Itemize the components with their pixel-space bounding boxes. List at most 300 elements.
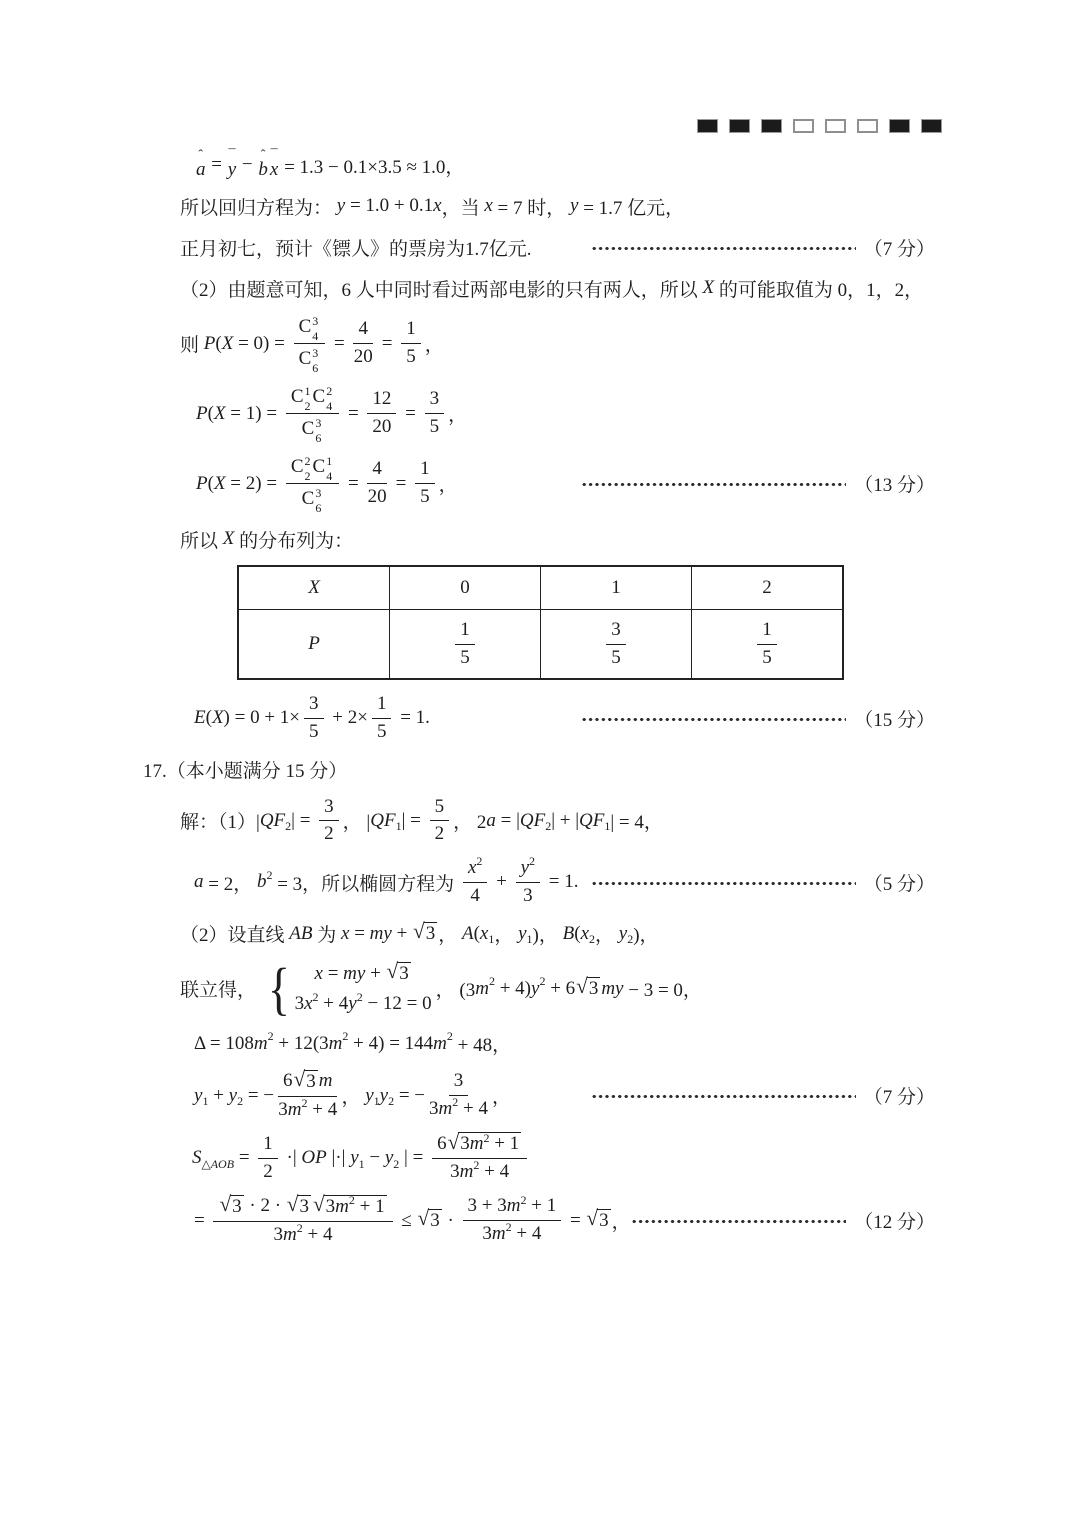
math-variable: x: [433, 195, 442, 216]
fraction: [429, 1070, 488, 1121]
radicand: [324, 1195, 387, 1219]
equation-system: [265, 955, 432, 1021]
expression: [196, 454, 458, 513]
math-text: 1: [611, 577, 621, 598]
solution-line: [180, 693, 935, 744]
math-text: ) = 0 + 1×: [223, 707, 301, 729]
fraction: [258, 1133, 278, 1184]
radicand: [297, 1195, 311, 1219]
math-text: 4: [372, 458, 382, 480]
numerator: [372, 693, 392, 719]
math-variable: a: [194, 871, 204, 893]
math-text: 3: [324, 795, 334, 817]
math-text: + 1: [526, 1195, 557, 1217]
math-text: 1: [460, 618, 470, 640]
radicand: [458, 1132, 521, 1156]
math-text: 3: [299, 1195, 309, 1217]
score-label: （15 分）: [854, 709, 935, 731]
filled-square-icon: [889, 119, 910, 133]
solution-line: [180, 273, 935, 303]
math-variable: m: [433, 1032, 447, 1054]
square-root: [312, 1192, 387, 1219]
subscript: 6: [312, 361, 319, 375]
square-root: [576, 974, 600, 1000]
radicand: [397, 962, 411, 985]
math-text: 的分布列为：: [234, 530, 354, 552]
solution-line: [180, 232, 935, 262]
square-root: [586, 1206, 610, 1232]
accent-mark-icon: ˆ: [260, 147, 266, 163]
math-variable: QF: [579, 809, 605, 831]
math-text: = −: [394, 1084, 426, 1106]
math-text: 的可能取值为 0，1，2，: [714, 279, 924, 301]
superscript: 2: [473, 1158, 480, 1173]
score-label: （7 分）: [863, 1087, 935, 1109]
math-text: 3: [430, 1210, 440, 1232]
leader-dots: [581, 482, 846, 487]
math-text: + 4: [458, 1098, 488, 1120]
math-text: 0: [460, 577, 470, 598]
math-text: =: [322, 962, 344, 984]
math-variable: x: [484, 195, 493, 216]
sup-sub-stack: [326, 455, 332, 482]
math-text: = 7 时，: [492, 197, 570, 219]
math-variable: my: [601, 977, 624, 999]
table-cell: [238, 610, 390, 680]
math-variable: y: [618, 922, 628, 944]
subscript: 6: [315, 431, 322, 445]
square-root: [417, 1206, 442, 1232]
numerator: [415, 458, 435, 484]
superscript: 1: [304, 384, 311, 398]
math-text: 2: [762, 577, 772, 598]
cell-expression: [692, 577, 842, 599]
math-text: 3: [588, 978, 599, 1000]
expression: [194, 854, 579, 908]
math-text: （2）设直线: [180, 925, 290, 947]
table-cell: [692, 610, 844, 680]
math-variable: X: [213, 472, 226, 494]
math-text: 5: [309, 720, 319, 742]
math-variable: x: [580, 922, 589, 944]
numerator: [258, 1133, 278, 1159]
filled-square-icon: [729, 119, 750, 133]
math-text: | =: [401, 809, 426, 831]
leader-dots: [591, 881, 856, 886]
radicand: [587, 977, 601, 1000]
math-text: | =: [399, 1147, 429, 1169]
denominator: [324, 821, 334, 846]
math-text: · 2 ·: [244, 1195, 286, 1217]
math-text: 1: [420, 458, 430, 480]
math-text: = 1.3 − 0.1×3.5 ≈ 1.0，: [279, 156, 465, 178]
math-text: C: [290, 386, 304, 408]
superscript: 2: [342, 1029, 349, 1044]
accent-base: x: [269, 158, 279, 180]
math-text: −: [237, 154, 258, 175]
accent-mark-icon: ˆ: [198, 147, 204, 163]
expression: [196, 384, 467, 443]
math-text: =: [329, 332, 350, 354]
solution-line: [180, 147, 935, 180]
math-variable: P: [196, 402, 208, 424]
accented-variable: [227, 147, 237, 180]
subscript: 1: [395, 819, 402, 834]
radical-sign-icon: √: [219, 1192, 232, 1217]
table-cell: [390, 566, 541, 610]
fraction: [367, 458, 387, 509]
math-text: ，: [595, 925, 619, 947]
math-variable: y: [570, 195, 579, 216]
math-text: + 1: [489, 1133, 520, 1155]
subscript: 1: [488, 932, 495, 947]
solution-line: [180, 314, 935, 373]
math-variable: y: [348, 993, 357, 1015]
sup-sub-stack: [312, 347, 318, 374]
solution-line: [180, 1129, 935, 1184]
superscript: 2: [476, 854, 483, 869]
denominator: [762, 645, 772, 670]
table-cell: [541, 610, 692, 680]
fraction: [463, 854, 487, 908]
math-variable: X: [222, 528, 235, 549]
fraction: [401, 318, 421, 369]
denominator: [368, 484, 387, 509]
math-text: 5: [376, 720, 387, 742]
denominator: [406, 344, 416, 369]
math-text: 3: [294, 993, 305, 1015]
math-variable: x: [314, 962, 323, 984]
math-text: = 1.7 亿元，: [578, 197, 685, 219]
math-variable: P: [203, 332, 216, 354]
math-text: 3: [232, 1195, 242, 1217]
math-text: 3: [309, 693, 319, 714]
solution-line: [180, 384, 935, 443]
superscript: 1: [326, 454, 333, 468]
solution-line: [180, 919, 935, 949]
radicand: [597, 1209, 611, 1232]
math-text: ，: [611, 1212, 631, 1234]
denominator: [430, 414, 440, 439]
math-text: 20: [353, 346, 373, 367]
fraction: [278, 1067, 338, 1122]
superscript: 2: [304, 454, 311, 468]
math-text: ， 2: [453, 812, 487, 834]
math-text: 3: [273, 1223, 284, 1245]
radical-sign-icon: √: [286, 1192, 299, 1217]
math-text: = 2) =: [225, 472, 282, 494]
math-variable: P: [308, 633, 320, 654]
math-text: 3: [429, 388, 440, 410]
math-text: C: [298, 316, 312, 338]
subscript: 2: [388, 1094, 395, 1109]
math-text: 5: [611, 646, 621, 668]
fraction: [432, 1129, 527, 1184]
fraction: [372, 693, 392, 744]
superscript: 2: [356, 989, 363, 1004]
numerator: [757, 619, 777, 645]
math-text: ，: [491, 1087, 511, 1109]
math-text: = 2，: [203, 873, 257, 895]
math-text: + 4: [318, 993, 349, 1015]
numerator: [353, 318, 373, 344]
radical-sign-icon: √: [312, 1192, 325, 1217]
denominator: [435, 821, 445, 846]
accent-base: y: [227, 158, 237, 180]
math-text: +: [491, 871, 512, 893]
math-variable: m: [506, 1195, 521, 1217]
fraction: [213, 1192, 392, 1247]
system-rows: [294, 959, 432, 1015]
math-variable: my: [343, 962, 366, 984]
math-text: 联立得，: [180, 980, 261, 1002]
math-variable: OP: [301, 1147, 327, 1169]
table-cell: [692, 566, 844, 610]
radical-sign-icon: √: [386, 959, 399, 984]
math-text: | = 4，: [610, 812, 663, 834]
fraction: [425, 388, 445, 439]
superscript: 2: [312, 989, 319, 1004]
denominator: [450, 1159, 509, 1184]
fraction: [367, 388, 396, 439]
math-text: 2: [263, 1160, 273, 1182]
sup-sub-stack: [305, 455, 311, 482]
math-text: 则: [180, 335, 204, 356]
expression: [194, 1192, 631, 1247]
math-variable: y: [520, 857, 530, 879]
cell-expression: [390, 619, 540, 670]
math-text: = −: [243, 1084, 275, 1106]
superscript: 3: [315, 486, 322, 500]
math-text: − 12 = 0: [362, 993, 432, 1015]
radical-sign-icon: √: [293, 1067, 306, 1092]
filled-square-icon: [761, 119, 782, 133]
math-text: ·: [442, 1209, 459, 1231]
score-label: （7 分）: [863, 238, 935, 260]
sup-sub-stack: [305, 385, 311, 412]
math-text: 1: [376, 693, 387, 714]
denominator: [274, 1222, 333, 1247]
empty-square-icon: [793, 119, 814, 133]
math-variable: y: [384, 1147, 394, 1169]
math-text: 5: [434, 795, 445, 817]
sup-sub-stack: [315, 487, 321, 514]
math-text: 2: [324, 823, 334, 845]
math-text: C: [312, 456, 326, 478]
math-text: | + |: [551, 809, 580, 831]
math-text: 3: [523, 884, 533, 906]
math-variable: m: [318, 1070, 333, 1092]
denominator: [482, 1221, 541, 1246]
system-row: [314, 959, 412, 985]
math-text: (: [473, 922, 480, 944]
sup-sub-stack: [315, 417, 321, 444]
cell-expression: [692, 619, 842, 670]
superscript: 3: [312, 314, 319, 328]
math-text: (: [205, 707, 212, 729]
math-text: 3: [450, 1161, 460, 1183]
math-text: 3: [611, 618, 621, 640]
expression: [180, 920, 659, 947]
numerator: [401, 318, 421, 344]
math-text: =: [343, 472, 364, 494]
subscript: 2: [304, 469, 311, 483]
math-text: + 2×: [327, 707, 368, 729]
math-text: 3: [482, 1223, 492, 1245]
radicand: [230, 1195, 244, 1219]
score-label: （13 分）: [854, 475, 935, 496]
math-text: 正月初七，预计《镖人》的票房为1.7亿元.: [180, 238, 532, 260]
math-text: =: [400, 402, 421, 424]
math-text: 3: [399, 963, 409, 985]
math-text: =: [206, 154, 227, 175]
denominator: [377, 719, 387, 744]
math-variable: QF: [519, 809, 546, 831]
math-variable: m: [491, 1223, 506, 1245]
expression: [180, 955, 702, 1021]
math-text: ， |: [342, 812, 371, 834]
expression: [194, 693, 430, 744]
expression: [194, 1067, 511, 1122]
brace-icon: {: [267, 955, 290, 1021]
numerator: [432, 1129, 527, 1159]
table-cell: [238, 566, 390, 610]
expression: [180, 193, 684, 220]
superscript: 2: [296, 1220, 303, 1235]
math-text: 6: [283, 1070, 293, 1092]
math-text: 3: [278, 1098, 288, 1120]
math-variable: m: [459, 1161, 474, 1183]
math-variable: X: [308, 577, 320, 598]
math-text: 解：（1）|: [180, 812, 260, 834]
math-variable: a: [486, 809, 496, 831]
math-variable: QF: [259, 809, 286, 831]
header-marks: [697, 119, 942, 133]
math-text: = 1.: [395, 707, 430, 729]
superscript: 2: [488, 974, 495, 989]
accented-variable: [196, 147, 206, 180]
expression: [180, 526, 353, 553]
math-text: （2）由题意可知，6 人中同时看过两部电影的只有两人，所以: [180, 279, 703, 301]
superscript: 3: [315, 416, 322, 430]
subscript: 2: [627, 932, 634, 947]
numerator: [304, 693, 324, 719]
subscript: 2: [237, 1094, 244, 1109]
math-text: + 6: [545, 977, 576, 999]
square-root: [286, 1192, 311, 1219]
denominator: [354, 344, 373, 369]
empty-square-icon: [825, 119, 846, 133]
math-text: =: [343, 402, 364, 424]
distribution-table: [237, 565, 844, 680]
denominator: [470, 883, 480, 908]
numerator: [213, 1192, 392, 1222]
numerator: [430, 796, 450, 822]
superscript: 2: [539, 974, 546, 989]
square-root: [413, 919, 437, 945]
math-text: | =: [291, 809, 316, 831]
leader-dots: [581, 717, 846, 722]
expression: [180, 275, 923, 302]
solution-line: [180, 191, 935, 221]
radical-sign-icon: √: [586, 1206, 599, 1231]
math-text: ，: [438, 475, 458, 496]
cell-expression: [541, 577, 691, 599]
math-variable: E: [194, 707, 206, 729]
math-variable: A: [461, 922, 474, 944]
subscript: 4: [326, 399, 333, 413]
numerator: [367, 458, 387, 484]
cell-expression: [390, 577, 540, 599]
math-text: 20: [367, 486, 387, 507]
math-text: 5: [429, 416, 440, 437]
superscript: 2: [266, 867, 273, 882]
math-text: (: [207, 402, 214, 424]
cell-expression: [239, 577, 389, 599]
subscript: 2: [545, 819, 552, 834]
math-text: 3: [599, 1210, 609, 1232]
fraction: [757, 619, 777, 670]
math-text: +: [391, 922, 413, 944]
math-text: =: [349, 922, 370, 944]
math-text: + 4: [479, 1161, 510, 1183]
numerator: [463, 1192, 562, 1221]
math-text: 3: [460, 1133, 470, 1155]
numerator: [319, 796, 339, 822]
math-text: + 12(3: [273, 1032, 329, 1054]
math-variable: y: [531, 977, 540, 999]
numerator: [367, 388, 396, 414]
math-text: 5: [762, 646, 772, 668]
math-text: 4: [470, 884, 480, 906]
numerator: [463, 854, 487, 883]
math-text: + 48，: [452, 1035, 512, 1057]
numerator: [606, 619, 626, 645]
subscript: 4: [312, 329, 319, 343]
sup-sub-stack: [312, 315, 318, 342]
math-variable: y: [365, 1084, 374, 1106]
math-variable: X: [702, 277, 715, 298]
superscript: 2: [529, 854, 536, 869]
solution-line: [180, 955, 935, 1021]
math-text: )，: [532, 925, 563, 947]
radical-sign-icon: √: [447, 1129, 460, 1154]
denominator: [611, 645, 621, 670]
subscript: 1: [526, 932, 533, 947]
math-variable: m: [469, 1133, 484, 1155]
math-text: =: [376, 332, 398, 354]
superscript: 2: [301, 1095, 308, 1110]
fraction: [294, 314, 326, 373]
table-cell: [390, 610, 541, 680]
denominator: [372, 414, 391, 439]
math-text: 6: [437, 1132, 447, 1154]
cell-expression: [541, 619, 691, 670]
math-text: − 3 = 0，: [623, 980, 702, 1002]
math-text: −: [364, 1147, 385, 1169]
math-text: 1: [762, 618, 772, 640]
math-variable: x: [479, 922, 489, 944]
math-variable: x: [304, 993, 313, 1015]
math-text: C: [301, 418, 315, 440]
math-variable: m: [253, 1032, 268, 1054]
math-variable: B: [562, 922, 575, 944]
math-text: 3: [425, 923, 436, 945]
subscript: △AOB: [201, 1156, 235, 1171]
denominator: [309, 719, 319, 744]
math-text: )，: [633, 925, 659, 947]
fraction: [455, 619, 475, 670]
